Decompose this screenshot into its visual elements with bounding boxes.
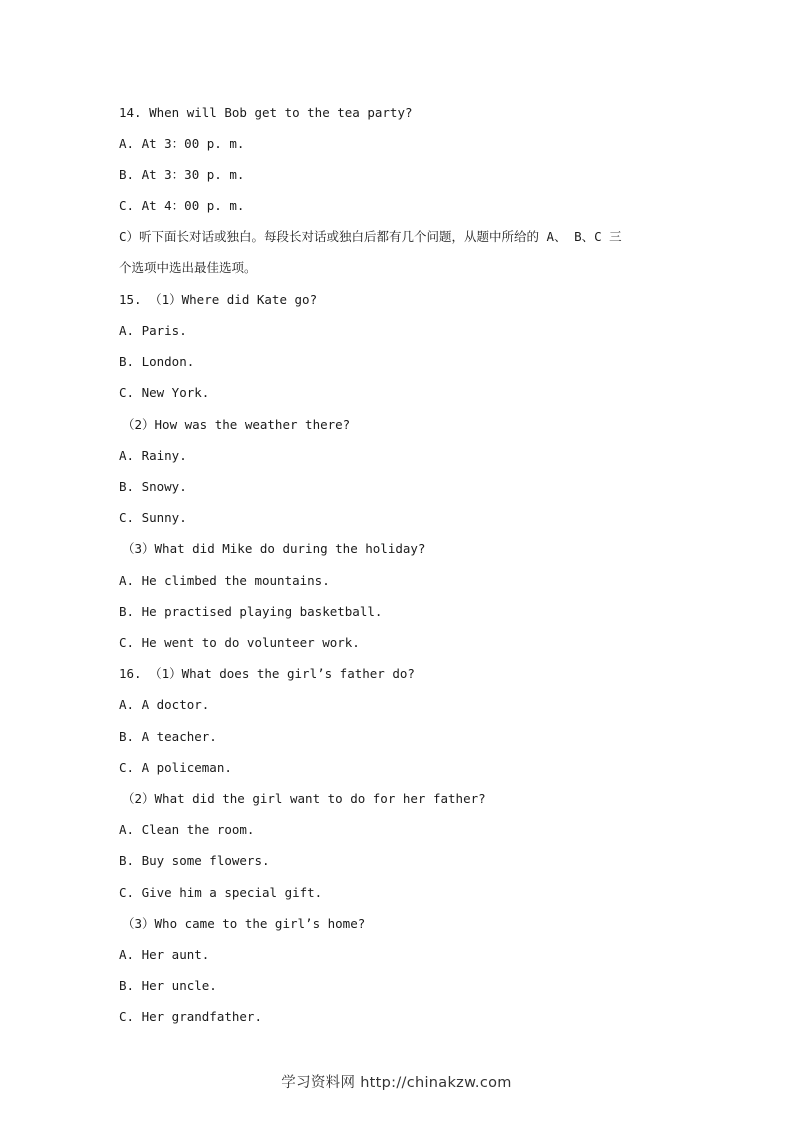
q15-1-option-c: C. New York. — [119, 385, 210, 400]
q15-3-option-c: C. He went to do volunteer work. — [119, 635, 360, 650]
footer-watermark: 学习资料网 http://chinakzw.com — [281, 1075, 512, 1091]
q14-option-b: B. At 3：30 p. m. — [119, 167, 245, 182]
q16-1-option-b: B. A teacher. — [119, 729, 217, 744]
q14-option-a: A. At 3：00 p. m. — [119, 136, 245, 151]
q15-1-option-a: A. Paris. — [119, 323, 187, 338]
q16-3-option-c: C. Her grandfather. — [119, 1009, 262, 1024]
q15-1-option-b: B. London. — [119, 354, 195, 369]
question-16-2: （2）What did the girl want to do for her father? — [122, 791, 486, 806]
question-16-1: 16. （1）What does the girl’s father do? — [119, 666, 415, 681]
q15-2-option-b: B. Snowy. — [119, 479, 187, 494]
q15-3-option-a: A. He climbed the mountains. — [119, 573, 330, 588]
section-c-instruction-cont: 个选项中选出最佳选项。 — [119, 260, 257, 275]
question-16-3: （3）Who came to the girl’s home? — [122, 916, 366, 931]
q15-3-option-b: B. He practised playing basketball. — [119, 604, 383, 619]
section-c-instruction: C）听下面长对话或独白。每段长对话或独白后都有几个问题，从题中所给的 A、 B、C 三 — [119, 229, 622, 244]
q15-2-option-a: A. Rainy. — [119, 448, 187, 463]
question-15-3: （3）What did Mike do during the holiday? — [122, 541, 426, 556]
q16-2-option-b: B. Buy some flowers. — [119, 853, 270, 868]
q14-option-c: C. At 4：00 p. m. — [119, 198, 245, 213]
q15-2-option-c: C. Sunny. — [119, 510, 187, 525]
question-14: 14. When will Bob get to the tea party? — [119, 105, 413, 120]
q16-2-option-c: C. Give him a special gift. — [119, 885, 323, 900]
q16-1-option-a: A. A doctor. — [119, 697, 210, 712]
q16-2-option-a: A. Clean the room. — [119, 822, 255, 837]
question-15-2: （2）How was the weather there? — [122, 417, 351, 432]
q16-3-option-b: B. Her uncle. — [119, 978, 217, 993]
question-15-1: 15. （1）Where did Kate go? — [119, 292, 318, 307]
q16-3-option-a: A. Her aunt. — [119, 947, 210, 962]
q16-1-option-c: C. A policeman. — [119, 760, 232, 775]
